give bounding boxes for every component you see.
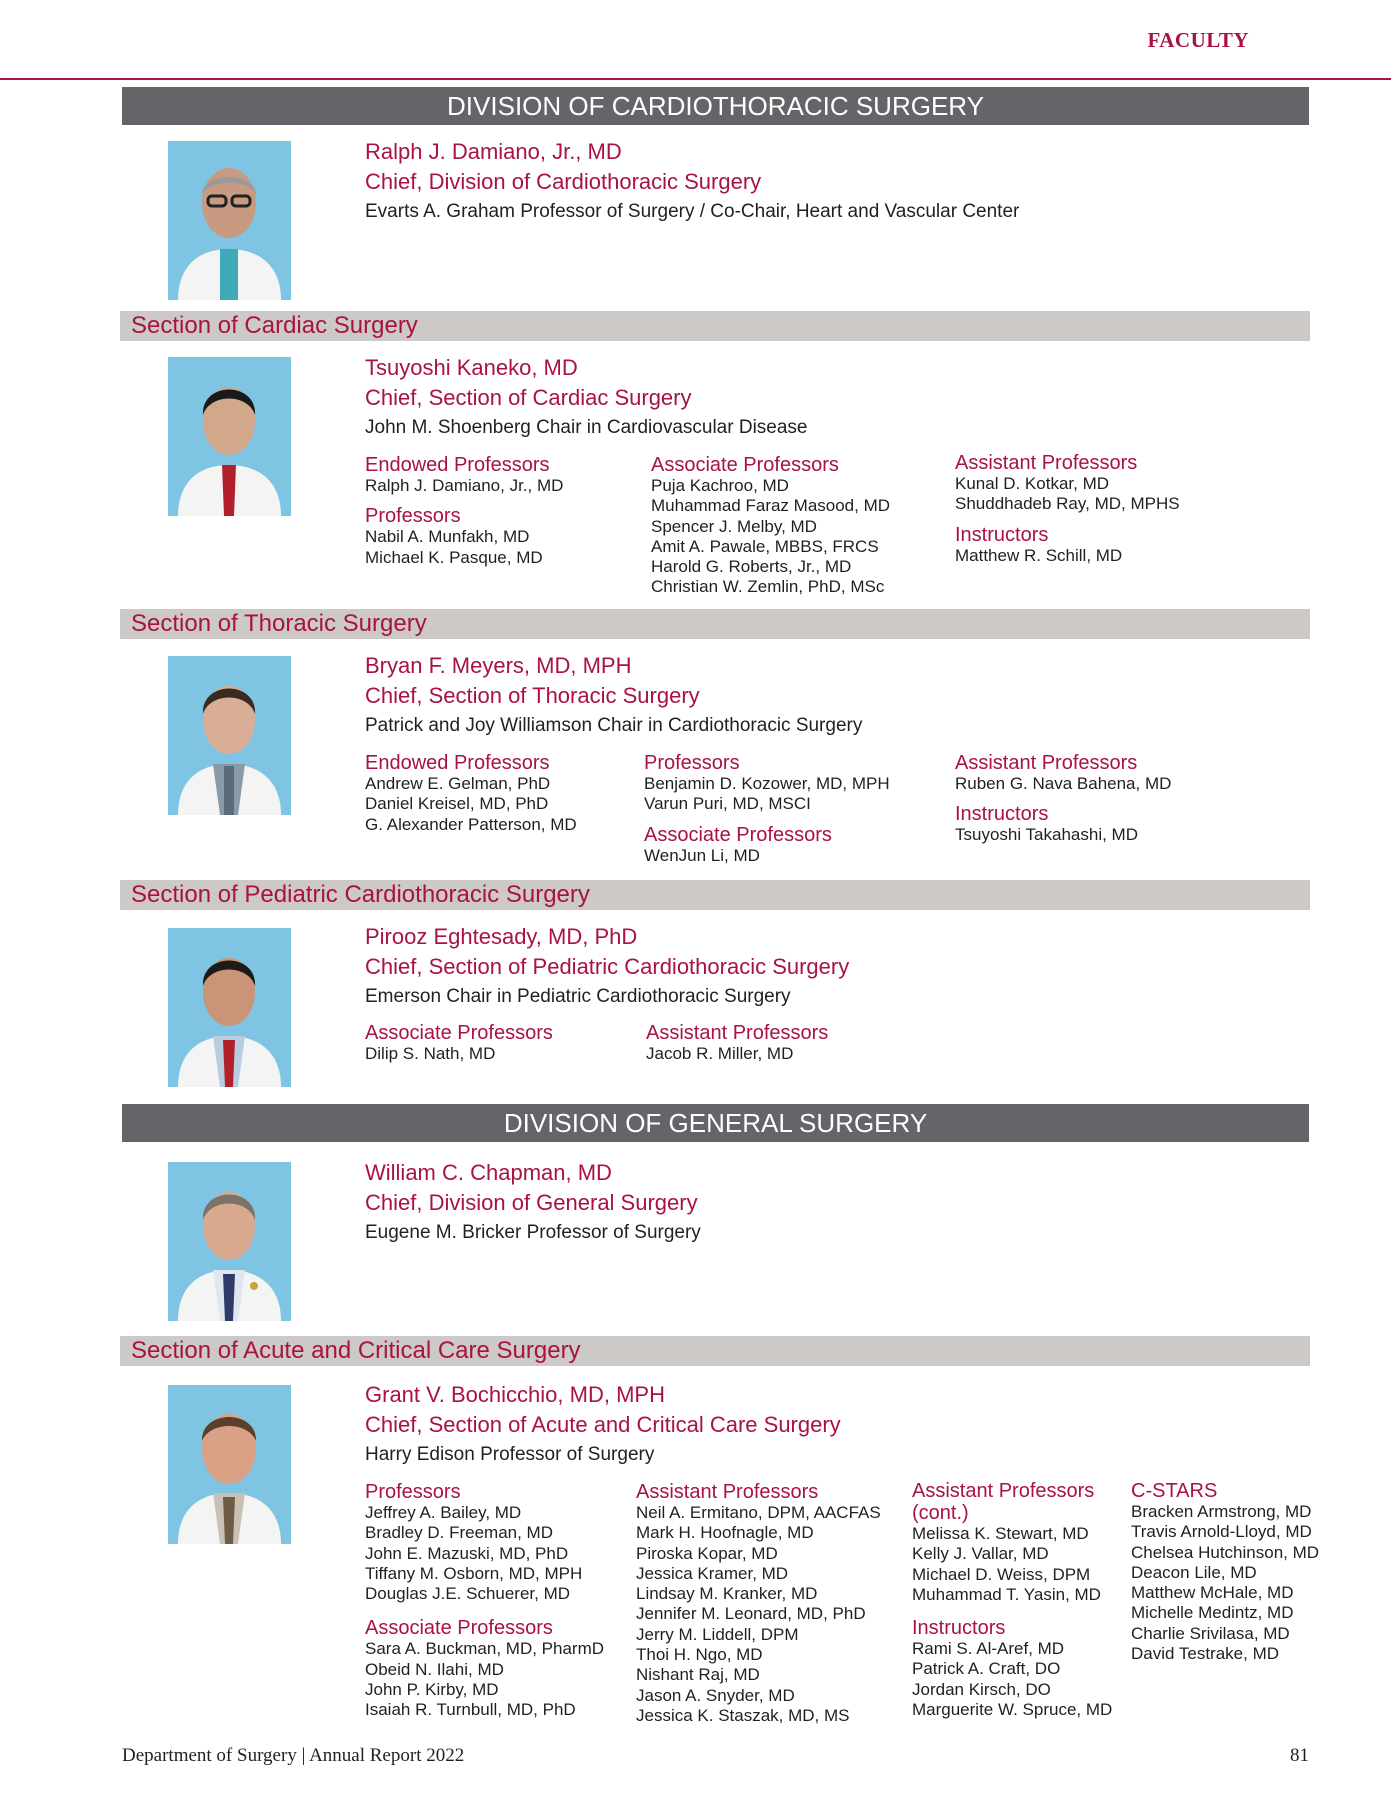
portrait-photo — [168, 656, 291, 815]
faculty-column — [365, 1481, 604, 1721]
member-list — [955, 825, 1171, 845]
chief-title: Chief, Section of Pediatric Cardiothoracic Surgery — [365, 954, 850, 979]
member-list — [651, 476, 890, 598]
member-name: Ralph J. Damiano, Jr., MD — [365, 476, 564, 495]
member-name: Michael K. Pasque, MD — [365, 547, 543, 567]
group-heading: Endowed Professors — [365, 454, 550, 476]
member-name: Jeffrey A. Bailey, MD — [365, 1503, 522, 1522]
division-chief-general — [365, 1158, 1265, 1248]
member-name: Neil A. Ermitano, DPM, AACFAS — [636, 1503, 881, 1522]
faculty-group — [365, 752, 577, 835]
member-name: Douglas J.E. Schuerer, MD — [365, 1584, 571, 1604]
faculty-group — [955, 524, 1180, 566]
section-chief-pediatric — [365, 922, 1265, 1012]
faculty-column — [955, 752, 1171, 846]
chief-appointment: Emerson Chair in Pediatric Cardiothoracic Surgery — [365, 986, 791, 1007]
faculty-group — [365, 1617, 604, 1720]
member-list — [365, 774, 577, 835]
member-list — [1131, 1502, 1319, 1664]
member-name: Michelle Medintz, MD — [1131, 1603, 1294, 1623]
faculty-group — [365, 505, 563, 568]
member-name: Nabil A. Munfakh, MD — [365, 527, 530, 547]
member-list — [644, 846, 890, 866]
chief-appointment: Eugene M. Bricker Professor of Surgery — [365, 1222, 701, 1243]
member-name: David Testrake, MD — [1131, 1644, 1280, 1664]
group-heading: Assistant Professors — [646, 1022, 829, 1044]
section-chief-cardiac — [365, 353, 1265, 443]
member-name: Andrew E. Gelman, PhD — [365, 774, 551, 793]
member-list — [912, 1639, 1112, 1720]
member-name: Muhammad T. Yasin, MD — [912, 1584, 1101, 1604]
member-name: John P. Kirby, MD — [365, 1680, 499, 1700]
chief-name: Ralph J. Damiano, Jr., MD — [365, 139, 622, 164]
member-name: Sara A. Buckman, MD, PharmD — [365, 1639, 605, 1659]
member-name: Kunal D. Kotkar, MD — [955, 474, 1110, 493]
member-name: Dilip S. Nath, MD — [365, 1044, 496, 1063]
member-name: Muhammad Faraz Masood, MD — [651, 496, 891, 516]
member-name: Benjamin D. Kozower, MD, MPH — [644, 774, 890, 793]
section-banner-pediatric: Section of Pediatric Cardiothoracic Surgery — [120, 880, 1310, 910]
member-list — [365, 476, 563, 496]
member-name: Marguerite W. Spruce, MD — [912, 1700, 1113, 1720]
member-list — [646, 1044, 828, 1064]
group-heading: Assistant Professors — [955, 452, 1138, 474]
footer-report-title: Department of Surgery | Annual Report 2022 — [122, 1745, 465, 1766]
section-chief-acute-care — [365, 1380, 1265, 1470]
group-heading: Assistant Professors (cont.) — [912, 1480, 1095, 1524]
member-name: Charlie Srivilasa, MD — [1131, 1623, 1290, 1643]
member-name: Chelsea Hutchinson, MD — [1131, 1542, 1320, 1562]
member-name: Daniel Kreisel, MD, PhD — [365, 794, 549, 814]
group-heading: Professors — [365, 1481, 461, 1503]
section-banner-acute-care: Section of Acute and Critical Care Surgery — [120, 1336, 1310, 1366]
faculty-column — [1131, 1480, 1319, 1664]
division-banner-general: DIVISION OF GENERAL SURGERY — [122, 1104, 1309, 1142]
section-banner-thoracic: Section of Thoracic Surgery — [120, 609, 1310, 639]
member-name: Piroska Kopar, MD — [636, 1543, 778, 1563]
member-name: Isaiah R. Turnbull, MD, PhD — [365, 1700, 576, 1720]
member-name: Tiffany M. Osborn, MD, MPH — [365, 1563, 583, 1583]
faculty-column — [646, 1022, 828, 1064]
faculty-group — [636, 1481, 881, 1726]
member-name: G. Alexander Patterson, MD — [365, 814, 577, 834]
faculty-column — [912, 1480, 1112, 1720]
group-heading: Instructors — [912, 1617, 1006, 1640]
group-heading: Instructors — [955, 803, 1049, 826]
faculty-column — [365, 454, 563, 568]
faculty-group — [1131, 1480, 1319, 1664]
group-heading: Professors — [365, 505, 461, 528]
member-name: John E. Mazuski, MD, PhD — [365, 1543, 569, 1563]
faculty-column — [636, 1481, 881, 1726]
member-list — [955, 474, 1180, 515]
member-name: WenJun Li, MD — [644, 845, 760, 865]
page-number: 81 — [1290, 1745, 1309, 1766]
chief-name: Pirooz Eghtesady, MD, PhD — [365, 924, 638, 949]
member-name: Jessica Kramer, MD — [636, 1563, 789, 1583]
member-name: Amit A. Pawale, MBBS, FRCS — [651, 536, 879, 556]
faculty-group — [365, 1022, 553, 1064]
section-banner-cardiac: Section of Cardiac Surgery — [120, 311, 1310, 341]
faculty-group — [365, 1481, 604, 1604]
member-name: Rami S. Al-Aref, MD — [912, 1639, 1065, 1659]
group-heading: Associate Professors — [365, 1022, 553, 1044]
member-name: Jerry M. Liddell, DPM — [636, 1624, 799, 1644]
member-name: Obeid N. Ilahi, MD — [365, 1659, 504, 1679]
chief-title: Chief, Section of Thoracic Surgery — [365, 683, 700, 708]
group-heading: Associate Professors — [651, 454, 839, 476]
member-name: Matthew R. Schill, MD — [955, 545, 1123, 565]
member-name: Lindsay M. Kranker, MD — [636, 1584, 818, 1604]
member-name: Michael D. Weiss, DPM — [912, 1564, 1091, 1584]
member-name: Jordan Kirsch, DO — [912, 1679, 1051, 1699]
chief-title: Chief, Section of Acute and Critical Care Surgery — [365, 1412, 841, 1437]
member-name: Varun Puri, MD, MSCI — [644, 794, 811, 814]
member-list — [636, 1503, 881, 1726]
chief-title: Chief, Division of Cardiothoracic Surgery — [365, 169, 762, 194]
member-list — [955, 546, 1180, 566]
chief-title: Chief, Section of Cardiac Surgery — [365, 385, 692, 410]
group-heading: Assistant Professors — [955, 752, 1138, 774]
member-name: Matthew McHale, MD — [1131, 1583, 1294, 1603]
member-name: Puja Kachroo, MD — [651, 476, 789, 495]
group-heading: Associate Professors — [365, 1617, 553, 1640]
faculty-column — [651, 454, 890, 598]
faculty-group — [651, 454, 890, 598]
faculty-group — [912, 1480, 1112, 1605]
member-list — [365, 1044, 553, 1064]
faculty-column — [365, 1022, 553, 1064]
faculty-column — [955, 452, 1180, 566]
faculty-group — [955, 752, 1171, 794]
chief-appointment: Patrick and Joy Williamson Chair in Cardiothoracic Surgery — [365, 715, 863, 736]
member-name: Melissa K. Stewart, MD — [912, 1524, 1089, 1543]
faculty-group — [955, 452, 1180, 515]
portrait-photo — [168, 141, 291, 300]
chief-appointment: John M. Shoenberg Chair in Cardiovascular Disease — [365, 417, 808, 438]
faculty-group — [644, 824, 890, 866]
member-name: Jennifer M. Leonard, MD, PhD — [636, 1604, 866, 1624]
faculty-group — [955, 803, 1171, 845]
member-name: Patrick A. Craft, DO — [912, 1659, 1061, 1679]
portrait-photo — [168, 357, 291, 516]
faculty-group — [365, 454, 563, 496]
member-list — [644, 774, 890, 815]
chief-appointment: Harry Edison Professor of Surgery — [365, 1444, 655, 1465]
header-rule — [0, 78, 1391, 80]
division-banner-cardiothoracic: DIVISION OF CARDIOTHORACIC SURGERY — [122, 87, 1309, 125]
member-name: Bradley D. Freeman, MD — [365, 1523, 553, 1543]
member-name: Spencer J. Melby, MD — [651, 516, 817, 536]
chief-name: Bryan F. Meyers, MD, MPH — [365, 653, 632, 678]
member-name: Christian W. Zemlin, PhD, MSc — [651, 577, 885, 597]
faculty-group — [646, 1022, 828, 1064]
member-name: Harold G. Roberts, Jr., MD — [651, 557, 852, 577]
member-list — [955, 774, 1171, 794]
member-name: Mark H. Hoofnagle, MD — [636, 1523, 814, 1543]
group-heading: C-STARS — [1131, 1480, 1218, 1502]
chief-name: Grant V. Bochicchio, MD, MPH — [365, 1382, 665, 1407]
chief-name: Tsuyoshi Kaneko, MD — [365, 355, 578, 380]
member-name: Tsuyoshi Takahashi, MD — [955, 825, 1138, 845]
member-name: Thoi H. Ngo, MD — [636, 1645, 763, 1665]
member-name: Jessica K. Staszak, MD, MS — [636, 1705, 850, 1725]
member-name: Ruben G. Nava Bahena, MD — [955, 774, 1172, 793]
group-heading: Endowed Professors — [365, 752, 550, 774]
member-name: Nishant Raj, MD — [636, 1665, 760, 1685]
member-name: Bracken Armstrong, MD — [1131, 1502, 1312, 1521]
member-name: Jason A. Snyder, MD — [636, 1685, 795, 1705]
member-list — [365, 527, 563, 568]
member-name: Shuddhadeb Ray, MD, MPHS — [955, 494, 1180, 514]
group-heading: Assistant Professors — [636, 1481, 819, 1503]
division-chief-cardiothoracic — [365, 137, 1265, 227]
member-list — [365, 1503, 604, 1604]
portrait-photo — [168, 1162, 291, 1321]
group-heading: Associate Professors — [644, 823, 832, 846]
chief-title: Chief, Division of General Surgery — [365, 1190, 698, 1215]
member-list — [912, 1524, 1112, 1605]
portrait-photo — [168, 1385, 291, 1544]
section-chief-thoracic — [365, 651, 1265, 741]
page-header-label: FACULTY — [1147, 28, 1249, 52]
portrait-photo — [168, 928, 291, 1087]
group-heading: Professors — [644, 752, 740, 774]
member-name: Kelly J. Vallar, MD — [912, 1544, 1049, 1564]
faculty-column — [644, 752, 890, 866]
faculty-group — [644, 752, 890, 815]
chief-appointment: Evarts A. Graham Professor of Surgery / Co-Chair, Heart and Vascular Center — [365, 201, 1020, 222]
faculty-group — [912, 1617, 1112, 1720]
member-name: Deacon Lile, MD — [1131, 1562, 1257, 1582]
member-list — [365, 1639, 604, 1720]
faculty-column — [365, 752, 577, 835]
group-heading: Instructors — [955, 523, 1049, 546]
member-name: Travis Arnold-Lloyd, MD — [1131, 1522, 1312, 1542]
member-name: Jacob R. Miller, MD — [646, 1044, 794, 1063]
chief-name: William C. Chapman, MD — [365, 1160, 612, 1185]
